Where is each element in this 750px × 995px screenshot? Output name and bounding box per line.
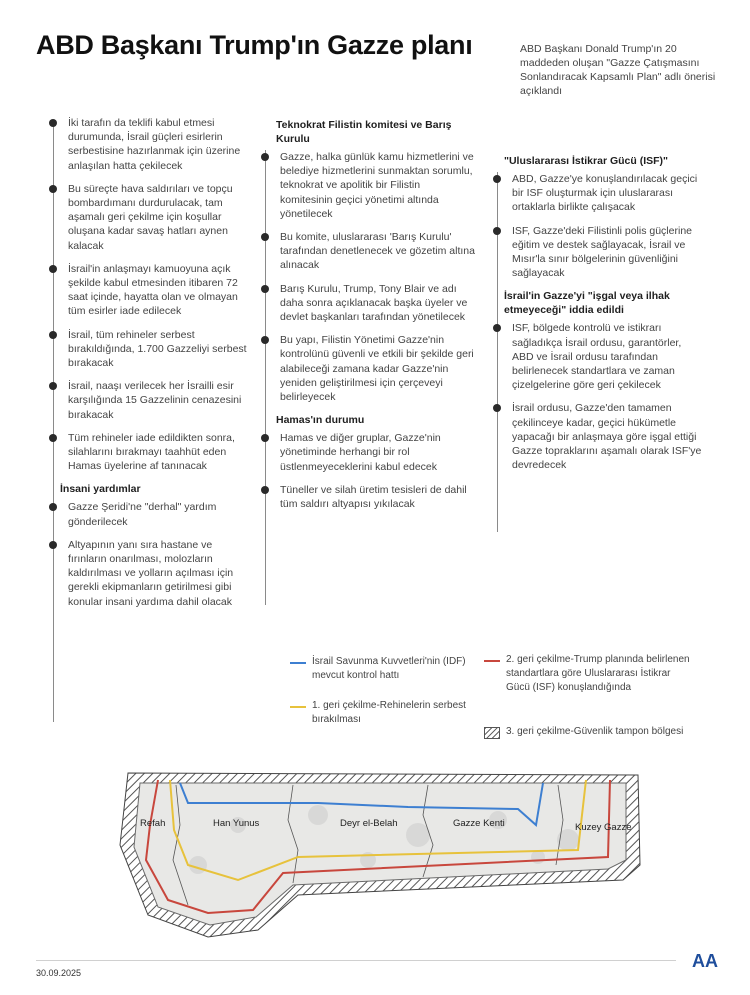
- legend-yellow-swatch: [290, 706, 306, 708]
- list-item: Gazze Şeridi'ne "derhal" yardım gönderilecek: [48, 500, 248, 528]
- list-item: ISF, Gazze'deki Filistinli polis güçlerine eğitim ve destek sağlayacak, İsrail ve Mısır'la sınır bölgelerinin güvenliğini sağlayacak: [492, 224, 704, 281]
- map-label-gazze-kenti: Gazze Kenti: [453, 818, 505, 829]
- list-item: Bu komite, uluslararası 'Barış Kurulu' tarafından denetlenecek ve gözetim altına alınacak: [260, 230, 475, 273]
- legend-hatch-label: 3. geri çekilme-Güvenlik tampon bölgesi: [506, 726, 684, 737]
- list-item: İsrail ordusu, Gazze'den tamamen çekilinceye kadar, geçici hükümetle yapacağı bir anlaşmaya göre işgal ettiği Gazze topraklarını aşamalı olarak ISF'ye devredecek: [492, 401, 704, 472]
- legend-yellow-label: 1. geri çekilme-Rehinelerin serbest bırakılması: [312, 700, 466, 725]
- list-item: Altyapının yanı sıra hastane ve fırınların onarılması, molozların kaldırılması ve yolların açılması için gerekli ekipmanların getirilmesi gibi konular insani yardıma dahil olacak: [48, 538, 248, 609]
- footer-divider: [36, 960, 676, 961]
- list-item: ISF, bölgede kontrolü ve istikrarı sağladıkça İsrail ordusu, garantörler, ABD ve İsrail ordusu tarafından belirlenecek standartlara ve zaman çizelgelerine göre geri çekilecek: [492, 321, 704, 392]
- footer-date: 30.09.2025: [36, 968, 82, 978]
- list-item: Tüm rehineler iade edildikten sonra, silahlarını bırakmayı taahhüt eden Hamas üyelerine af tanınacak: [48, 431, 248, 474]
- list-item: Tüneller ve silah üretim tesisleri de dahil tüm saldırı altyapısı yıkılacak: [260, 483, 475, 511]
- list-item: İki tarafın da teklifi kabul etmesi durumunda, İsrail güçleri esirlerin serbestisine hazırlanmak için üzerine anlaşılan hatta çekilecek: [48, 116, 248, 173]
- legend-red-label: 2. geri çekilme-Trump planında belirlenen standartlara göre Uluslararası İstikrar Gücü (ISF) konuşlandığında: [506, 654, 690, 693]
- list-item: Gazze, halka günlük kamu hizmetlerini ve belediye hizmetlerini sunmaktan sorumlu, teknokrat ve apolitik bir Filistin komitesinin geçici yönetimi altında yönetilecek: [260, 150, 475, 221]
- map-label-refah: Refah: [140, 818, 166, 829]
- aa-logo-icon: [690, 945, 720, 973]
- list-item: İsrail, naaşı verilecek her İsrailli esir karşılığında 15 Gazzelinin cenazesini bırakacak: [48, 379, 248, 422]
- list-item: Bu yapı, Filistin Yönetimi Gazze'nin kontrolünü güvenli ve etkili bir şekilde geri alabileceği zamana kadar Gazze'nin yeniden geliştirilmesi için çerçeveyi belirleyecek: [260, 333, 475, 404]
- list-item: ABD, Gazze'ye konuşlandırılacak geçici bir ISF oluşturmak için uluslararası ortaklarla birlikte çalışacak: [492, 172, 704, 215]
- legend-blue-swatch: [290, 662, 306, 664]
- section-title-isf: "Uluslararası İstikrar Gücü (ISF)": [504, 155, 669, 167]
- list-item: Barış Kurulu, Trump, Tony Blair ve adı daha sonra açıklanacak başka üyeler ve devlet başkanları tarafından yönetilecek: [260, 282, 475, 325]
- column-2: [260, 116, 475, 520]
- gaza-map: [118, 765, 648, 940]
- map-label-han-yunus: Han Yunus: [213, 818, 260, 829]
- map-label-deyr-el-belah: Deyr el-Belah: [340, 818, 398, 829]
- legend-hatch-swatch: [484, 727, 500, 739]
- legend-blue-label: İsrail Savunma Kuvvetleri'nin (IDF) mevcut kontrol hattı: [312, 656, 466, 681]
- legend-red-swatch: [484, 660, 500, 662]
- column-1: [48, 116, 248, 618]
- list-item: İsrail'in anlaşmayı kamuoyuna açık şekilde kabul etmesinden itibaren 72 saat içinde, hayatta olan ve olmayan tüm esirler iade edilecek: [48, 262, 248, 319]
- list-item: Bu süreçte hava saldırıları ve topçu bombardımanı durdurulacak, tam aşamalı geri çekilme için koşullar oluşana kadar savaş hatları aynen kalacak: [48, 182, 248, 253]
- list-item: Hamas ve diğer gruplar, Gazze'nin yönetiminde herhangi bir rol üstlenmeyeceklerini kabul edecek: [260, 431, 475, 474]
- page-title: ABD Başkanı Trump'ın Gazze planı: [36, 30, 473, 60]
- section-title-hamas: Hamas'ın durumu: [276, 414, 365, 427]
- section-title-occupation: İsrail'in Gazze'yi "işgal veya ilhak etmeyeceği" iddia edildi: [504, 290, 670, 317]
- section-title-technocrat: Teknokrat Filistin komitesi ve Barış Kurulu: [276, 119, 452, 145]
- map-label-kuzey-gazze: Kuzey Gazze: [575, 822, 632, 833]
- intro-text: ABD Başkanı Donald Trump'ın 20 maddeden oluşan "Gazze Çatışmasını Sonlandıracak Kapsamlı Plan" adlı önerisi açıklandı: [520, 43, 716, 97]
- list-item: İsrail, tüm rehineler serbest bırakıldığında, 1.700 Gazzeliyi serbest bırakacak: [48, 328, 248, 371]
- column-3: [492, 152, 704, 481]
- svg-text:AA: AA: [692, 951, 718, 971]
- section-title-humanitarian: İnsani yardımlar: [60, 483, 141, 496]
